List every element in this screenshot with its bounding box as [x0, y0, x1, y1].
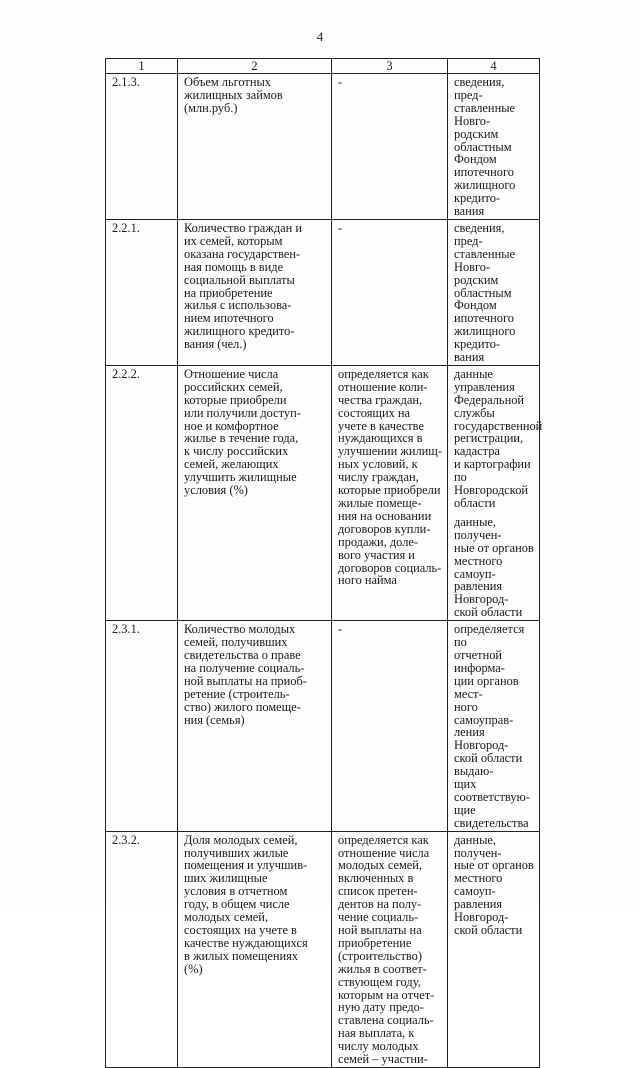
source-line: ции органов мест-: [454, 673, 519, 701]
indicator-line: Количество молодых: [184, 622, 296, 637]
source-cell: [448, 831, 540, 1067]
source-line: Фондом ипотечного: [454, 152, 514, 180]
method-line: которые приобрели: [338, 483, 441, 498]
indicator-line: их семей, которым: [184, 233, 283, 248]
indicator-line: жилье в течение года,: [184, 431, 299, 446]
indicator-line: условия (%): [184, 483, 248, 498]
source-cell: [448, 219, 540, 365]
method-line: включенных в: [338, 871, 414, 886]
indicator-line: ство) жилого помеще-: [184, 699, 301, 714]
header-col-4: 4: [448, 59, 540, 74]
source-line: отчетной информа-: [454, 647, 505, 675]
indicator-line: российских семей,: [184, 379, 283, 394]
method-line: нуждающихся в: [338, 431, 423, 446]
method-line: ния на основании: [338, 508, 432, 523]
indicator-line: ная помощь в виде: [184, 259, 284, 274]
source-cell: [448, 74, 540, 220]
method-line: ную дату предо-: [338, 1000, 424, 1015]
indicator-line: свидетельства о праве: [184, 647, 301, 662]
indicator-cell: [178, 831, 332, 1067]
source-line: определяется по: [454, 622, 525, 650]
indicator-line: условия в отчетном: [184, 884, 288, 899]
indicator-line: в жилых помещениях: [184, 948, 299, 963]
method-line: числу молодых: [338, 1039, 419, 1054]
indicator-line: состоящих на учете в: [184, 923, 297, 937]
indicator-line: жилищных займов: [184, 87, 283, 102]
indicator-line: жилья с использова-: [184, 298, 292, 313]
header-col-3: 3: [332, 59, 448, 74]
method-dash: -: [332, 74, 448, 220]
indicator-line: к числу российских: [184, 444, 289, 459]
method-line: определяется как: [338, 366, 429, 381]
source-line: данные управления: [454, 366, 515, 394]
header-row: [106, 59, 540, 74]
indicator-line: (млн.руб.): [184, 100, 238, 115]
method-line: продажи, доле-: [338, 534, 419, 549]
indicator-cell: [178, 74, 332, 220]
method-line: улучшении жилищ-: [338, 444, 442, 459]
method-line: дентов на полу-: [338, 897, 422, 912]
source-line: равления Новгород-: [454, 579, 509, 607]
method-line: ставлена социаль-: [338, 1013, 434, 1028]
method-line: ных условий, к: [338, 457, 418, 472]
indicator-line: Отношение числа: [184, 366, 279, 381]
indicator-cell: [178, 365, 332, 620]
method-line: ная выплата, к: [338, 1026, 415, 1041]
method-line: жилые помеще-: [338, 496, 422, 510]
table-row: [106, 74, 540, 220]
method-line: ного найма: [338, 573, 397, 588]
method-line: жилья в соответ-: [338, 961, 427, 976]
indicators-table: [105, 58, 543, 1068]
method-line: определяется как: [338, 832, 429, 847]
indicator-line: которые приобрели: [184, 392, 287, 407]
source-line: сведения, пред-: [454, 75, 505, 102]
method-line: чение социаль-: [338, 910, 419, 925]
indicator-line: молодых семей,: [184, 910, 269, 925]
indicator-line: (%): [184, 961, 203, 976]
indicator-line: вания (чел.): [184, 337, 247, 352]
row-number: 2.2.2.: [106, 365, 178, 620]
source-line: государственной: [454, 418, 543, 433]
method-line: которым на отчет-: [338, 987, 435, 1002]
header-col-1: 1: [106, 59, 178, 74]
indicator-line: оказана государствен-: [184, 246, 301, 261]
source-line: ставленные Новго-: [454, 246, 516, 274]
source-line: местного самоуп-: [454, 553, 503, 581]
table-row: [106, 831, 540, 1067]
method-line: ной выплаты на: [338, 923, 422, 937]
method-line: состоящих на: [338, 405, 411, 420]
method-line: договоров купли-: [338, 521, 431, 536]
source-line: ные от органов: [454, 540, 534, 555]
source-line: равления Новгород-: [454, 897, 509, 925]
source-line: ные от органов: [454, 858, 534, 873]
indicator-line: социальной выплаты: [184, 272, 295, 287]
indicator-line: Объем льготных: [184, 75, 271, 89]
method-dash: -: [332, 219, 448, 365]
method-cell: [332, 831, 448, 1067]
source-line: регистрации, кадастра: [454, 431, 524, 459]
method-line: семей – участни-: [338, 1052, 428, 1067]
source-line: вания: [454, 204, 485, 219]
source-line: родским областным: [454, 126, 512, 154]
method-line: молодых семей,: [338, 858, 423, 873]
indicator-line: жилищного кредито-: [184, 324, 295, 339]
table-row: [106, 219, 540, 365]
method-line: числу граждан,: [338, 470, 419, 485]
method-line: отношение коли-: [338, 379, 428, 394]
source-line: ления Новгород-: [454, 725, 509, 753]
page-number: 4: [316, 29, 324, 44]
method-line: чества граждан,: [338, 392, 423, 407]
method-line: ствующем году,: [338, 974, 421, 989]
source-cell: [448, 365, 543, 620]
indicator-line: ретение (строитель-: [184, 686, 290, 701]
indicator-line: на приобретение: [184, 285, 273, 300]
indicator-line: ной выплаты на приоб-: [184, 673, 307, 688]
source-line: вания: [454, 350, 485, 365]
method-line: отношение числа: [338, 845, 430, 860]
indicator-line: семей, получивших: [184, 635, 288, 650]
method-line: договоров социаль-: [338, 560, 442, 575]
table-body: [106, 74, 543, 1068]
method-dash: -: [332, 621, 448, 832]
indicator-cell: [178, 621, 332, 832]
indicator-line: ния (семья): [184, 712, 245, 727]
method-line: приобретение: [338, 935, 412, 950]
indicator-line: ное и комфортное: [184, 418, 279, 433]
row-number: 2.3.1.: [106, 621, 178, 832]
source-line: данные, получен-: [454, 514, 502, 542]
source-line: и картографии по: [454, 457, 531, 485]
method-line: список претен-: [338, 884, 418, 899]
source-line: щие свидетельства: [454, 802, 529, 830]
source-line: щих соответствую-: [454, 777, 530, 804]
indicator-line: году, в общем числе: [184, 897, 290, 912]
source-line: ской области: [454, 605, 523, 620]
source-line: Фондом ипотечного: [454, 298, 514, 326]
indicator-line: или получили доступ-: [184, 405, 301, 420]
indicator-line: семей, желающих: [184, 457, 279, 472]
table-row: [106, 365, 540, 620]
header-col-2: 2: [178, 59, 332, 74]
indicator-line: получивших жилые: [184, 845, 289, 860]
source-line: ставленные Новго-: [454, 100, 516, 128]
source-line: родским областным: [454, 272, 512, 300]
indicator-line: Количество граждан и: [184, 220, 303, 235]
source-line: жилищного кредито-: [454, 178, 516, 206]
source-line: Федеральной службы: [454, 392, 525, 420]
row-number: 2.2.1.: [106, 219, 178, 365]
indicator-line: Доля молодых семей,: [184, 832, 298, 847]
source-line: ской области: [454, 923, 523, 937]
source-line: Новгородской области: [454, 483, 529, 510]
indicator-line: на получение социаль-: [184, 660, 305, 675]
method-line: учете в качестве: [338, 418, 424, 433]
method-line: (строительство): [338, 948, 422, 963]
method-line: вого участия и: [338, 547, 415, 562]
table-row: [106, 621, 540, 832]
indicator-line: ших жилищные: [184, 871, 268, 886]
source-line: местного самоуп-: [454, 871, 503, 899]
source-cell: [448, 621, 540, 832]
source-line: сведения, пред-: [454, 220, 505, 248]
indicator-cell: [178, 219, 332, 365]
source-line: ской области выдаю-: [454, 751, 523, 779]
source-line: ного самоуправ-: [454, 699, 514, 727]
source-line: данные, получен-: [454, 832, 502, 860]
indicator-line: качестве нуждающихся: [184, 935, 308, 950]
indicator-line: нием ипотечного: [184, 311, 274, 326]
indicator-line: улучшить жилищные: [184, 470, 297, 485]
row-number: 2.1.3.: [106, 74, 178, 220]
table-header: [106, 59, 540, 74]
row-number: 2.3.2.: [106, 831, 178, 1067]
indicator-line: помещения и улучшив-: [184, 858, 308, 873]
method-cell: [332, 365, 448, 620]
source-line: жилищного кредито-: [454, 324, 516, 352]
